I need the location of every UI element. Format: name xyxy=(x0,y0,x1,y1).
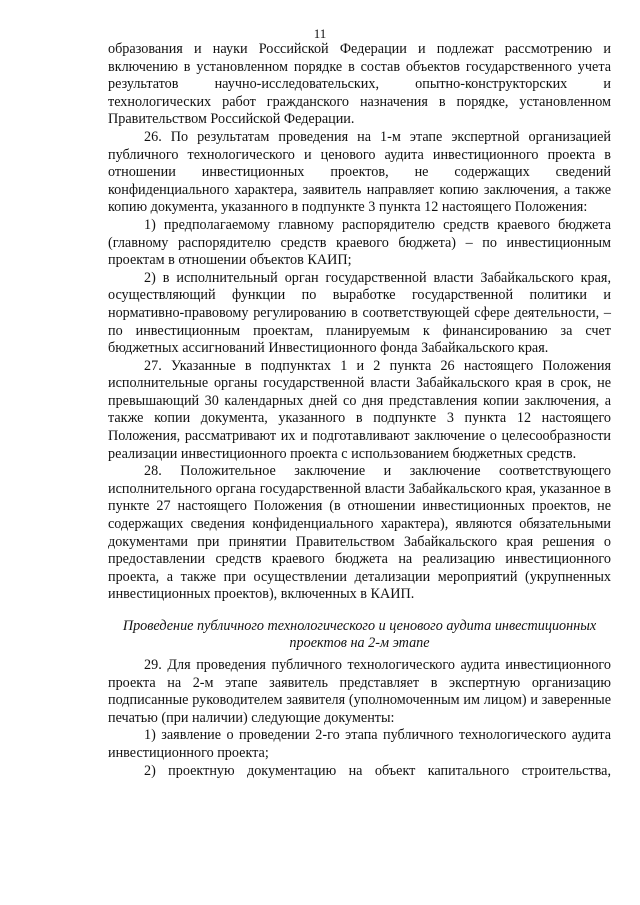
section-heading: Проведение публичного технологического и ценового аудита инвестиционных проектов на 2-м этапе xyxy=(122,618,597,651)
document-body xyxy=(108,41,611,780)
paragraph-29-item-1: 1) заявление о проведении 2-го этапа публичного технологического аудита инвестиционного проекта; xyxy=(108,727,611,761)
paragraph-27: 27. Указанные в подпунктах 1 и 2 пункта 26 настоящего Положения исполнительные органы государственной власти Забайкальского края в срок, не превышающий 30 календарных дней со дня представления копии заключения, а также копии документа, указанного в подпункте 3 пункта 12 настоящего Положения, рассматривают их и подготавливают заключение о целесообразности реализации инвестиционного проекта с использованием бюджетных средств. xyxy=(108,357,611,462)
paragraph-26: 26. По результатам проведения на 1-м этапе экспертной организацией публичного технологического и ценового аудита инвестиционного проекта в отношении инвестиционных проектов, не содержащих сведений конфиденциального характера, заявитель направляет копию заключения, а также копию документа, указанного в подпункте 3 пункта 12 настоящего Положения: xyxy=(108,128,611,216)
paragraph-28: 28. Положительное заключение и заключение соответствующего исполнительного органа государственной власти Забайкальского края, указанное в пункте 27 настоящего Положения (в отношении инвестиционных проектов, не содержащих сведения конфиденциального характера), являются обязательными документами при принятии Правительством Забайкальского края решения о предоставлении средств краевого бюджета на реализацию инвестиционного проекта, а также при осуществлении детализации мероприятий (укрупненных инвестиционных проектов), включенных в КАИП. xyxy=(108,463,611,603)
paragraph-26-item-1: 1) предполагаемому главному распорядителю средств краевого бюджета (главному распорядителю средств краевого бюджета) – по инвестиционным проектам в отношении объектов КАИП; xyxy=(108,216,611,269)
paragraph-continuation: образования и науки Российской Федерации и подлежат рассмотрению и включению в установленном порядке в состав объектов государственного учета результатов научно-исследовательских, опытно-конструкторских и технологических работ гражданского назначения в порядке, установленном Правительством Российской Федерации. xyxy=(108,41,611,128)
paragraph-29: 29. Для проведения публичного технологического аудита инвестиционного проекта на 2-м этапе заявитель представляет в экспертную организацию подписанные руководителем заявителя (уполномоченным им лицом) и заверенные печатью (при наличии) следующие документы: xyxy=(108,657,611,726)
paragraph-29-item-2: 2) проектную документацию на объект капитального строительства, xyxy=(144,762,611,779)
page-number: 11 xyxy=(313,26,327,41)
paragraph-26-item-2: 2) в исполнительный орган государственной власти Забайкальского края, осуществляющий функции по выработке государственной политики и нормативно-правовому регулированию в соответствующей сфере деятельности, – по инвестиционным проектам, планируемым к финансированию за счет бюджетных ассигнований Инвестиционного фонда Забайкальского края. xyxy=(108,269,611,357)
